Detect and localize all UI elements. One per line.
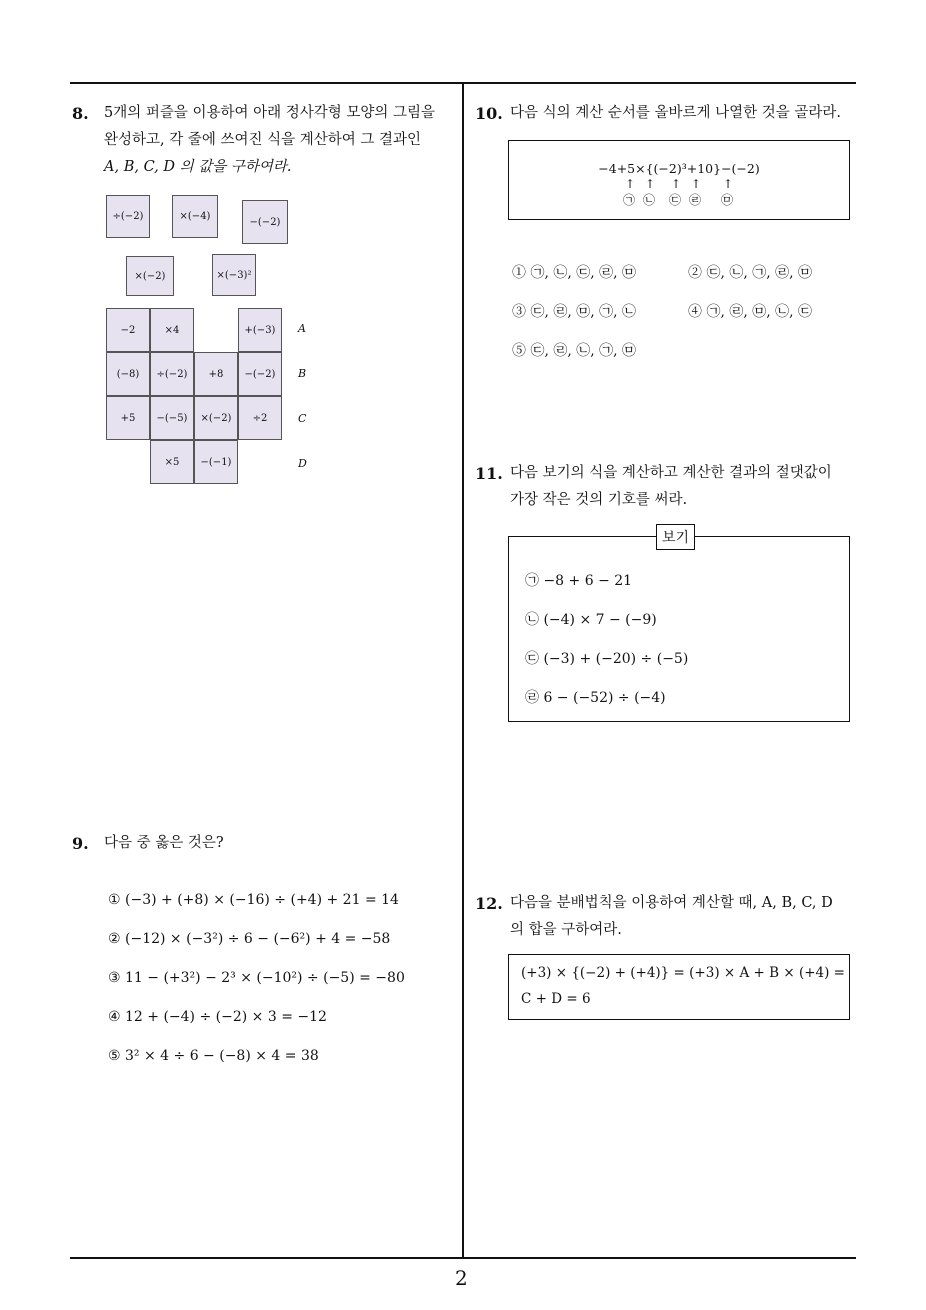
grid-piece: +8 <box>194 352 238 396</box>
q11-line1: 다음 보기의 식을 계산하고 계산한 결과의 절댓값이 <box>510 465 832 481</box>
column-divider <box>462 82 464 1258</box>
q8-line2: 완성하고, 각 줄에 쓰여진 식을 계산하여 그 결과인 <box>104 132 422 148</box>
q11-text <box>510 460 832 514</box>
q10-expression: −4+5×{(−2)³+10}−(−2) <box>598 161 760 176</box>
q9-option-5[interactable]: ⑤ 3² × 4 ÷ 6 − (−8) × 4 = 38 <box>108 1048 319 1064</box>
grid-piece: −(−2) <box>238 352 282 396</box>
q12-box-line2: C + D = 6 <box>521 991 591 1007</box>
bogi-label: 보기 <box>656 524 695 550</box>
row-label-b: B <box>298 367 307 380</box>
q11-bogi-box <box>508 536 850 722</box>
q10-option-3[interactable]: ③ ㉢, ㉣, ㉤, ㉠, ㉡ <box>512 304 637 320</box>
grid-piece: −2 <box>106 308 150 352</box>
q11-item-3: ㉢ (−3) + (−20) ÷ (−5) <box>525 651 689 667</box>
up-arrow-icon: ↑ <box>691 177 702 191</box>
q11-item-4: ㉣ 6 − (−52) ÷ (−4) <box>525 690 666 706</box>
q10-option-2[interactable]: ② ㉢, ㉡, ㉠, ㉣, ㉤ <box>688 265 813 281</box>
q11-number: 11. <box>475 464 503 483</box>
grid-piece: (−8) <box>106 352 150 396</box>
grid-piece: ÷2 <box>238 396 282 440</box>
q10-number: 10. <box>475 104 503 123</box>
row-label-c: C <box>298 412 307 425</box>
q12-line1: 다음을 분배법칙을 이용하여 계산할 때, A, B, C, D <box>510 895 833 911</box>
puzzle-piece: ×(−3)² <box>212 254 256 296</box>
up-arrow-icon: ↑ <box>723 177 734 191</box>
q9-number: 9. <box>72 834 89 853</box>
grid-piece: ×5 <box>150 440 194 484</box>
q10-option-5[interactable]: ⑤ ㉢, ㉣, ㉡, ㉠, ㉤ <box>512 343 637 359</box>
q9-text: 다음 중 옳은 것은? <box>104 835 224 851</box>
q9-option-2[interactable]: ② (−12) × (−3²) ÷ 6 − (−6²) + 4 = −58 <box>108 931 391 947</box>
q11-item-1: ㉠ −8 + 6 − 21 <box>525 573 633 589</box>
q11-item-2: ㉡ (−4) × 7 − (−9) <box>525 612 657 628</box>
q8-line1: 5개의 퍼즐을 이용하여 아래 정사각형 모양의 그림을 <box>104 105 436 121</box>
puzzle-piece: −(−2) <box>242 200 288 244</box>
q12-text <box>510 890 856 944</box>
q12-number: 12. <box>475 894 503 913</box>
q10-option-4[interactable]: ④ ㉠, ㉣, ㉤, ㉡, ㉢ <box>688 304 813 320</box>
up-arrow-icon: ↑ <box>625 177 636 191</box>
q10-text: 다음 식의 계산 순서를 올바르게 나열한 것을 골라라. <box>510 105 842 121</box>
row-label-d: D <box>298 457 307 470</box>
q12-box <box>508 954 850 1020</box>
marker: ㉣ <box>689 193 702 207</box>
q8-text <box>104 100 460 181</box>
q12-line2: 의 합을 구하여라. <box>510 922 622 938</box>
puzzle-piece: ×(−2) <box>126 256 174 296</box>
marker: ㉠ <box>623 193 636 207</box>
q9-option-4[interactable]: ④ 12 + (−4) ÷ (−2) × 3 = −12 <box>108 1009 327 1025</box>
grid-piece: −(−5) <box>150 396 194 440</box>
q10-option-1[interactable]: ① ㉠, ㉡, ㉢, ㉣, ㉤ <box>512 265 637 281</box>
marker: ㉡ <box>643 193 656 207</box>
up-arrow-icon: ↑ <box>645 177 656 191</box>
up-arrow-icon: ↑ <box>671 177 682 191</box>
grid-piece: ÷(−2) <box>150 352 194 396</box>
grid-piece: ×4 <box>150 308 194 352</box>
puzzle-piece: ×(−4) <box>172 195 218 238</box>
q8-number: 8. <box>72 104 89 123</box>
q9-option-1[interactable]: ① (−3) + (+8) × (−16) ÷ (+4) + 21 = 14 <box>108 892 399 908</box>
puzzle-piece: ÷(−2) <box>106 195 150 238</box>
q8-line3: A, B, C, D 의 값을 구하여라. <box>104 159 292 175</box>
q11-line2: 가장 작은 것의 기호를 써라. <box>510 492 688 508</box>
grid-piece: +5 <box>106 396 150 440</box>
page-number: 2 <box>455 1266 468 1290</box>
grid-piece: −(−1) <box>194 440 238 484</box>
grid-piece: +(−3) <box>238 308 282 352</box>
q10-expression-box <box>508 140 850 220</box>
marker: ㉤ <box>721 193 734 207</box>
grid-piece: ×(−2) <box>194 396 238 440</box>
marker: ㉢ <box>669 193 682 207</box>
q9-option-3[interactable]: ③ 11 − (+3²) − 2³ × (−10²) ÷ (−5) = −80 <box>108 970 405 986</box>
row-label-a: A <box>298 322 306 335</box>
q12-box-line1: (+3) × {(−2) + (+4)} = (+3) × A + B × (+4) = <box>521 965 845 981</box>
